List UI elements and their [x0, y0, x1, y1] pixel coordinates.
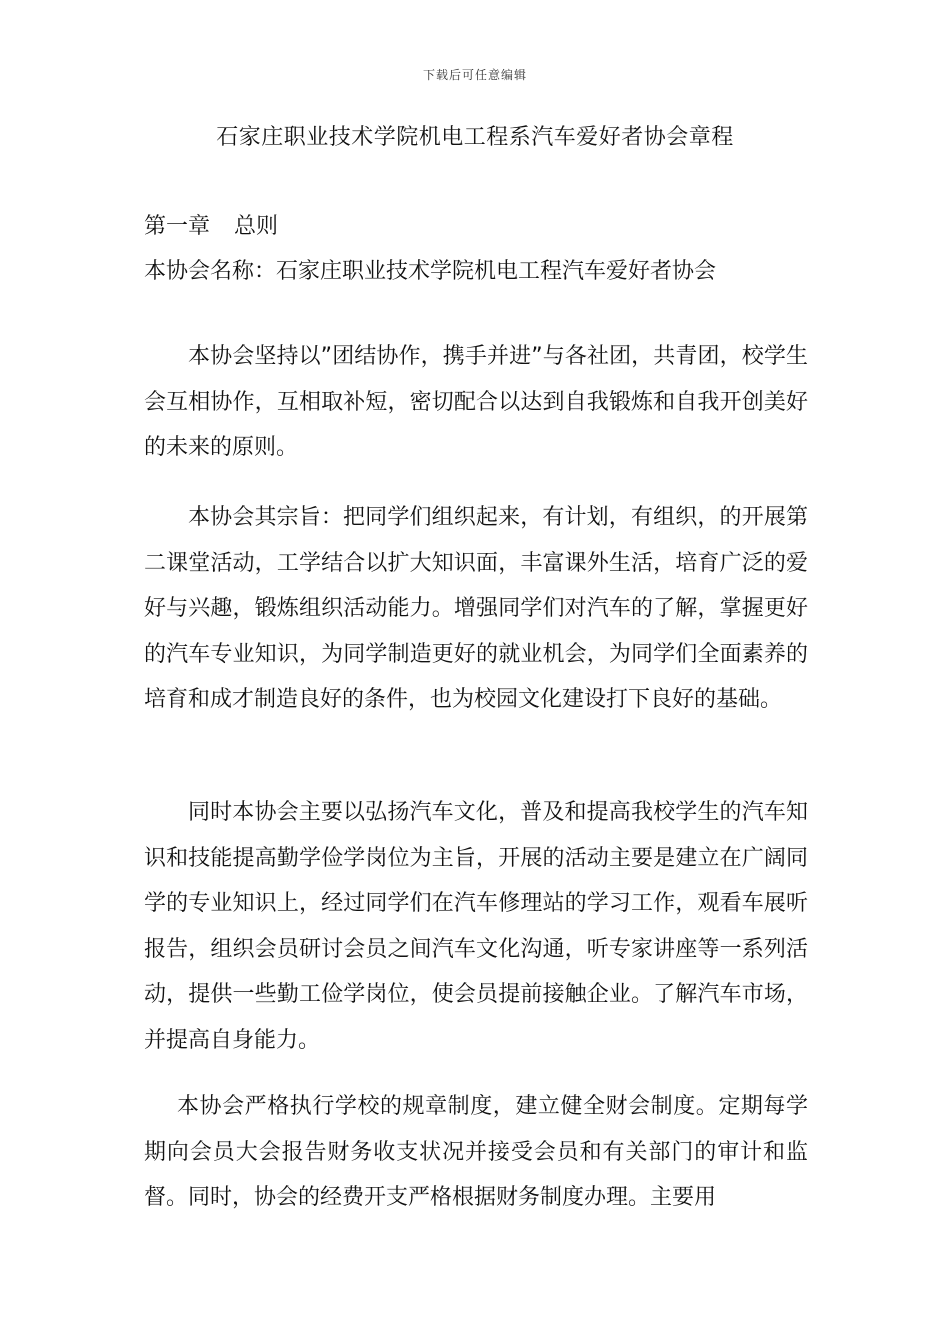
paragraph-finance: 本协会严格执行学校的规章制度，建立健全财会制度。定期每学期向会员大会报告财务收支状况并接受会员和有关部门的审计和监督。同时，协会的经费开支严格根据财务制度办理。主要用 [144, 1094, 808, 1210]
paragraph-purpose: 本协会其宗旨：把同学们组织起来，有计划，有组织，的开展第二课堂活动，工学结合以扩大知识面，丰富课外生活，培育广泛的爱好与兴趣，锻炼组织活动能力。增强同学们对汽车的了解，掌握更好的汽车专业知识，为同学制造更好的就业机会，为同学们全面素养的培育和成才制造良好的条件，也为校园文化建设打下良好的基础。 [144, 505, 808, 712]
document-title: 石家庄职业技术学院机电工程系汽车爱好者协会章程 [216, 125, 734, 150]
paragraph-activities: 同时本协会主要以弘扬汽车文化，普及和提高我校学生的汽车知识和技能提高勤学俭学岗位为主旨，开展的活动主要是建立在广阔同学的专业知识上，经过同学们在汽车修理站的学习工作，观看车展听报告，组织会员研讨会员之间汽车文化沟通，听专家讲座等一系列活动，提供一些勤工俭学岗位，使会员提前接触企业。了解汽车市场，并提高自身能力。 [144, 800, 808, 1053]
chapter-heading [144, 209, 278, 240]
header-note: 下载后可任意编辑 [422, 68, 527, 82]
chapter-number: 第一章 [144, 214, 211, 239]
paragraph-principle: 本协会坚持以”团结协作，携手并进”与各社团，共青团，校学生会互相协作，互相取补短，密切配合以达到自我锻炼和自我开创美好的未来的原则。 [144, 344, 808, 460]
association-name: 本协会名称：石家庄职业技术学院机电工程汽车爱好者协会 [144, 259, 717, 284]
chapter-name: 总则 [234, 214, 279, 239]
